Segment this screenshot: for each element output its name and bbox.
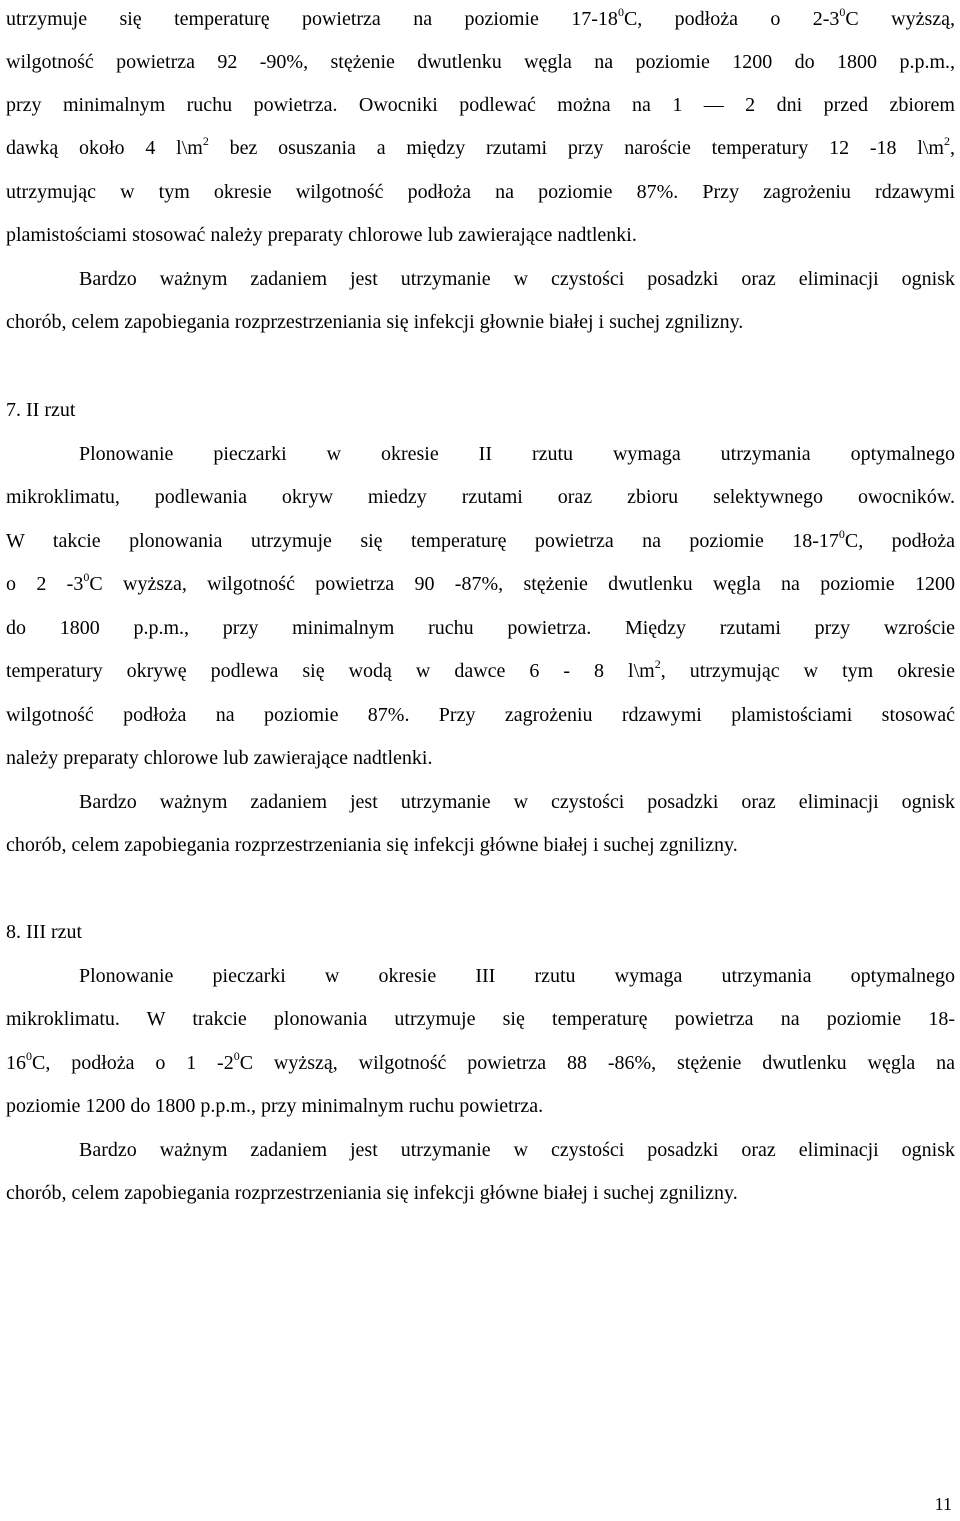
text-line: chorób, celem zapobiegania rozprzestrzeniania się infekcji głownie białej i suchej zgnilizny. xyxy=(6,311,744,333)
text-line: należy preparaty chlorowe lub zawierające nadtlenki. xyxy=(6,747,433,769)
text-line: Bardzo ważnym zadaniem jest utrzymanie w czystości posadzki oraz eliminacji ognisk xyxy=(79,1139,955,1161)
text-line: mikroklimatu, podlewania okryw miedzy rzutami oraz zbioru selektywnego owocników. xyxy=(6,486,955,508)
text-line: wilgotność podłoża na poziomie 87%. Przy zagrożeniu rdzawymi plamistościami stosować xyxy=(6,704,955,726)
text-line: Bardzo ważnym zadaniem jest utrzymanie w czystości posadzki oraz eliminacji ognisk xyxy=(79,268,955,290)
text-line: o 2 $-3^0C$ wyższa, wilgotność powietrza 90 -87%, stężenie dwutlenku węgla na poziomie 1200 xyxy=(6,570,955,595)
section-heading: 7. II rzut xyxy=(6,399,76,421)
text-line: W takcie plonowania utrzymuje się temperaturę powietrza na poziomie $18-17^0C$, podłoża xyxy=(6,527,955,552)
page-number: 11 xyxy=(934,1494,952,1514)
text-line: mikroklimatu. W trakcie plonowania utrzymuje się temperaturę powietrza na poziomie 18- xyxy=(6,1008,955,1030)
text-line: utrzymując w tym okresie wilgotność podłoża na poziomie 87%. Przy zagrożeniu rdzawymi xyxy=(6,181,955,203)
section-heading: 8. III rzut xyxy=(6,921,83,943)
text-line: utrzymuje się temperaturę powietrza na poziomie $17-18^0C$, podłoża o $2-3^0C$ wyższą, xyxy=(6,5,956,30)
text-line: wilgotność powietrza 92 -90%, stężenie dwutlenku węgla na poziomie 1200 do 1800 p.p.m., xyxy=(6,51,955,73)
text-line: Plonowanie pieczarki w okresie II rzutu wymaga utrzymania optymalnego xyxy=(79,443,955,465)
text-line: $16^0C$, podłoża o 1 $-2^0C$ wyższą, wilgotność powietrza 88 -86%, stężenie dwutlenku węgla na xyxy=(6,1049,956,1074)
text-line: Plonowanie pieczarki w okresie III rzutu wymaga utrzymania optymalnego xyxy=(79,965,955,987)
text-line: chorób, celem zapobiegania rozprzestrzeniania się infekcji główne białej i suchej zgnilizny. xyxy=(6,1182,738,1204)
text-line: plamistościami stosować należy preparaty chlorowe lub zawierające nadtlenki. xyxy=(6,224,637,246)
text-line: Bardzo ważnym zadaniem jest utrzymanie w czystości posadzki oraz eliminacji ognisk xyxy=(79,791,955,813)
text-line: do 1800 p.p.m., przy minimalnym ruchu powietrza. Między rzutami przy wzroście xyxy=(6,617,955,639)
text-line: poziomie 1200 do 1800 p.p.m., przy minimalnym ruchu powietrza. xyxy=(6,1095,544,1117)
text-line: przy minimalnym ruchu powietrza. Owocniki podlewać można na 1 ― 2 dni przed zbiorem xyxy=(6,94,955,116)
text-line: temperatury okrywę podlewa się wodą w dawce 6 - 8 $l\backslash m^2$, utrzymując w tym okresie xyxy=(6,657,955,682)
text-line: dawką około 4 $l\backslash m^2$ bez osuszania a między rzutami przy naroście temperatury 12 -18 $l\backslash m^2$, xyxy=(6,134,955,159)
text-line: chorób, celem zapobiegania rozprzestrzeniania się infekcji główne białej i suchej zgnilizny. xyxy=(6,834,738,856)
